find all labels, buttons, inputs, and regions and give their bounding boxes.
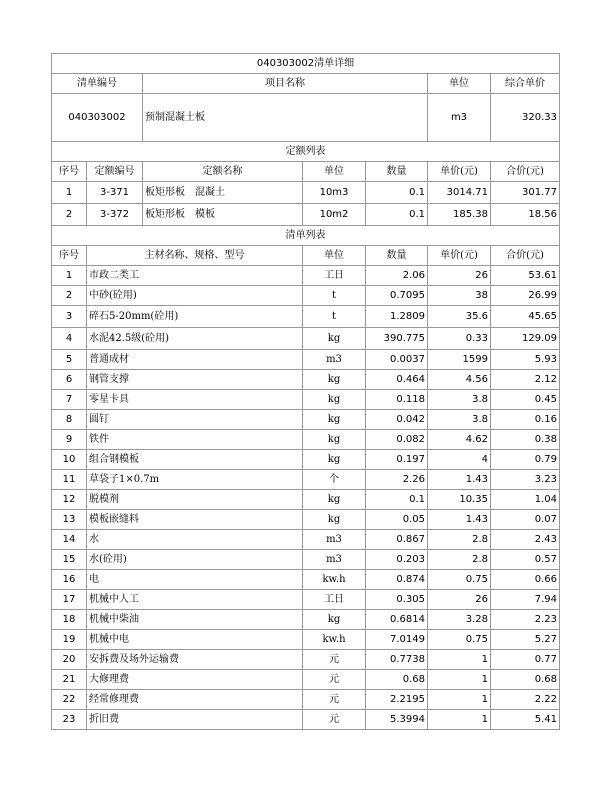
material-price: 1.43	[428, 510, 491, 530]
quota-price-header: 单价(元)	[428, 162, 491, 182]
material-unit: m3	[303, 530, 366, 550]
material-total: 45.65	[491, 306, 560, 328]
material-price: 4.62	[428, 430, 491, 450]
material-qty: 2.06	[366, 266, 428, 286]
material-row	[52, 550, 560, 570]
material-total: 3.23	[491, 470, 560, 490]
bill-detail-table	[51, 53, 560, 730]
material-name: 折旧费	[87, 710, 303, 730]
material-seq: 5	[52, 350, 87, 370]
material-total: 5.41	[491, 710, 560, 730]
material-qty: 0.118	[366, 390, 428, 410]
material-total: 2.22	[491, 690, 560, 710]
material-name: 中砂(砼用)	[87, 286, 303, 306]
quota-price: 185.38	[428, 204, 491, 226]
bill-unit: m3	[428, 94, 491, 142]
material-unit: kg	[303, 370, 366, 390]
material-seq: 15	[52, 550, 87, 570]
material-section-title: 清单列表	[52, 226, 560, 246]
page-title: 040303002清单详细	[52, 54, 560, 74]
quota-row	[52, 182, 560, 204]
quota-seq: 1	[52, 182, 87, 204]
material-unit: 个	[303, 470, 366, 490]
material-seq: 2	[52, 286, 87, 306]
material-row	[52, 370, 560, 390]
material-row	[52, 570, 560, 590]
material-price: 1	[428, 650, 491, 670]
material-seq: 10	[52, 450, 87, 470]
material-name: 草袋子1×0.7m	[87, 470, 303, 490]
material-seq: 18	[52, 610, 87, 630]
material-seq: 20	[52, 650, 87, 670]
material-seq: 1	[52, 266, 87, 286]
material-price: 2.8	[428, 530, 491, 550]
material-price: 4.56	[428, 370, 491, 390]
material-name: 模板嵌缝料	[87, 510, 303, 530]
material-price: 1	[428, 710, 491, 730]
material-total: 7.94	[491, 590, 560, 610]
material-total-header: 合价(元)	[491, 246, 560, 266]
material-qty-header: 数量	[366, 246, 428, 266]
material-price: 35.6	[428, 306, 491, 328]
material-row	[52, 266, 560, 286]
material-name: 经常修理费	[87, 690, 303, 710]
material-total: 0.57	[491, 550, 560, 570]
bill-name: 预制混凝土板	[143, 94, 428, 142]
material-price: 1	[428, 670, 491, 690]
quota-code: 3-371	[87, 182, 143, 204]
material-unit: t	[303, 286, 366, 306]
quota-total: 301.77	[491, 182, 560, 204]
material-unit: 元	[303, 710, 366, 730]
material-row	[52, 710, 560, 730]
material-row	[52, 306, 560, 328]
quota-name: 板矩形板 混凝土	[143, 182, 303, 204]
material-seq: 6	[52, 370, 87, 390]
material-seq: 22	[52, 690, 87, 710]
material-qty: 2.2195	[366, 690, 428, 710]
material-total: 5.93	[491, 350, 560, 370]
material-total: 53.61	[491, 266, 560, 286]
material-price: 0.75	[428, 570, 491, 590]
bill-unit-header: 单位	[428, 74, 491, 94]
material-section-row	[52, 226, 560, 246]
quota-seq-header: 序号	[52, 162, 87, 182]
material-total: 129.09	[491, 328, 560, 350]
material-row	[52, 430, 560, 450]
material-qty: 0.082	[366, 430, 428, 450]
material-name: 市政二类工	[87, 266, 303, 286]
material-row	[52, 610, 560, 630]
bill-code: 040303002	[52, 94, 143, 142]
quota-total: 18.56	[491, 204, 560, 226]
material-unit: kg	[303, 328, 366, 350]
material-seq: 12	[52, 490, 87, 510]
title-row	[52, 54, 560, 74]
material-qty: 0.05	[366, 510, 428, 530]
material-name: 水(砼用)	[87, 550, 303, 570]
material-name: 铁件	[87, 430, 303, 450]
material-seq: 8	[52, 410, 87, 430]
material-unit: m3	[303, 550, 366, 570]
material-total: 0.77	[491, 650, 560, 670]
quota-price: 3014.71	[428, 182, 491, 204]
material-qty: 0.305	[366, 590, 428, 610]
quota-seq: 2	[52, 204, 87, 226]
material-row	[52, 350, 560, 370]
material-name: 大修理费	[87, 670, 303, 690]
bill-row	[52, 94, 560, 142]
material-name: 碎石5-20mm(砼用)	[87, 306, 303, 328]
quota-name-header: 定额名称	[143, 162, 303, 182]
material-row	[52, 286, 560, 306]
material-qty: 390.775	[366, 328, 428, 350]
material-seq: 16	[52, 570, 87, 590]
material-seq: 3	[52, 306, 87, 328]
material-price: 0.33	[428, 328, 491, 350]
material-unit: 工日	[303, 266, 366, 286]
material-name: 电	[87, 570, 303, 590]
bill-price-header: 综合单价	[491, 74, 560, 94]
material-unit: kg	[303, 410, 366, 430]
material-unit: kw.h	[303, 570, 366, 590]
material-total: 2.23	[491, 610, 560, 630]
material-qty: 7.0149	[366, 630, 428, 650]
material-unit: m3	[303, 350, 366, 370]
quota-section-title: 定额列表	[52, 142, 560, 162]
material-qty: 0.6814	[366, 610, 428, 630]
bill-name-header: 项目名称	[143, 74, 428, 94]
material-name: 钢管支撑	[87, 370, 303, 390]
material-name: 安拆费及场外运输费	[87, 650, 303, 670]
material-unit: 元	[303, 670, 366, 690]
material-total: 0.45	[491, 390, 560, 410]
material-price: 1	[428, 690, 491, 710]
material-total: 1.04	[491, 490, 560, 510]
material-unit: kg	[303, 490, 366, 510]
material-total: 2.43	[491, 530, 560, 550]
quota-header-row	[52, 162, 560, 182]
material-price: 26	[428, 590, 491, 610]
material-price: 38	[428, 286, 491, 306]
material-name: 水泥42.5级(砼用)	[87, 328, 303, 350]
material-price: 3.8	[428, 410, 491, 430]
material-price: 2.8	[428, 550, 491, 570]
material-seq-header: 序号	[52, 246, 87, 266]
material-seq: 23	[52, 710, 87, 730]
material-row	[52, 650, 560, 670]
material-seq: 21	[52, 670, 87, 690]
material-qty: 0.68	[366, 670, 428, 690]
quota-unit-header: 单位	[303, 162, 366, 182]
quota-total-header: 合价(元)	[491, 162, 560, 182]
material-row	[52, 690, 560, 710]
material-name-header: 主材名称、规格、型号	[87, 246, 303, 266]
material-row	[52, 630, 560, 650]
material-qty: 1.2809	[366, 306, 428, 328]
material-total: 26.99	[491, 286, 560, 306]
material-price: 1599	[428, 350, 491, 370]
material-price-header: 单价(元)	[428, 246, 491, 266]
material-unit: kg	[303, 510, 366, 530]
material-row	[52, 410, 560, 430]
material-qty: 0.7095	[366, 286, 428, 306]
material-name: 零星卡具	[87, 390, 303, 410]
quota-unit: 10m2	[303, 204, 366, 226]
quota-section-row	[52, 142, 560, 162]
material-row	[52, 470, 560, 490]
material-qty: 0.1	[366, 490, 428, 510]
material-price: 4	[428, 450, 491, 470]
bill-price: 320.33	[491, 94, 560, 142]
material-price: 0.75	[428, 630, 491, 650]
material-total: 5.27	[491, 630, 560, 650]
material-unit: kg	[303, 390, 366, 410]
material-unit: kw.h	[303, 630, 366, 650]
material-qty: 0.197	[366, 450, 428, 470]
material-row	[52, 328, 560, 350]
material-qty: 0.203	[366, 550, 428, 570]
material-seq: 13	[52, 510, 87, 530]
quota-qty: 0.1	[366, 182, 428, 204]
material-qty: 2.26	[366, 470, 428, 490]
quota-code-header: 定额编号	[87, 162, 143, 182]
material-name: 机械中柴油	[87, 610, 303, 630]
material-seq: 9	[52, 430, 87, 450]
material-qty: 0.042	[366, 410, 428, 430]
material-unit: kg	[303, 430, 366, 450]
material-price: 1.43	[428, 470, 491, 490]
quota-name: 板矩形板 模板	[143, 204, 303, 226]
material-price: 26	[428, 266, 491, 286]
material-qty: 0.464	[366, 370, 428, 390]
material-row	[52, 590, 560, 610]
material-unit: 元	[303, 650, 366, 670]
material-qty: 0.867	[366, 530, 428, 550]
material-unit: kg	[303, 450, 366, 470]
material-seq: 7	[52, 390, 87, 410]
material-unit: kg	[303, 610, 366, 630]
material-row	[52, 510, 560, 530]
material-qty: 5.3994	[366, 710, 428, 730]
material-price: 3.28	[428, 610, 491, 630]
material-qty: 0.7738	[366, 650, 428, 670]
material-name: 机械中电	[87, 630, 303, 650]
material-qty: 0.874	[366, 570, 428, 590]
quota-qty-header: 数量	[366, 162, 428, 182]
material-seq: 17	[52, 590, 87, 610]
material-row	[52, 490, 560, 510]
material-row	[52, 530, 560, 550]
material-name: 脱模剂	[87, 490, 303, 510]
material-name: 普通成材	[87, 350, 303, 370]
material-name: 圆钉	[87, 410, 303, 430]
material-name: 水	[87, 530, 303, 550]
material-name: 机械中人工	[87, 590, 303, 610]
bill-code-header: 清单编号	[52, 74, 143, 94]
quota-qty: 0.1	[366, 204, 428, 226]
material-total: 0.66	[491, 570, 560, 590]
material-row	[52, 390, 560, 410]
material-price: 3.8	[428, 390, 491, 410]
material-header-row	[52, 246, 560, 266]
material-total: 0.68	[491, 670, 560, 690]
material-unit: t	[303, 306, 366, 328]
material-seq: 4	[52, 328, 87, 350]
material-row	[52, 670, 560, 690]
material-seq: 11	[52, 470, 87, 490]
material-price: 10.35	[428, 490, 491, 510]
material-row	[52, 450, 560, 470]
quota-row	[52, 204, 560, 226]
material-unit-header: 单位	[303, 246, 366, 266]
material-seq: 14	[52, 530, 87, 550]
bill-header-row	[52, 74, 560, 94]
material-total: 0.16	[491, 410, 560, 430]
quota-code: 3-372	[87, 204, 143, 226]
material-seq: 19	[52, 630, 87, 650]
material-name: 组合钢模板	[87, 450, 303, 470]
material-unit: 元	[303, 690, 366, 710]
quota-unit: 10m3	[303, 182, 366, 204]
material-total: 0.79	[491, 450, 560, 470]
material-unit: 工日	[303, 590, 366, 610]
material-total: 2.12	[491, 370, 560, 390]
material-total: 0.38	[491, 430, 560, 450]
material-qty: 0.0037	[366, 350, 428, 370]
material-total: 0.07	[491, 510, 560, 530]
